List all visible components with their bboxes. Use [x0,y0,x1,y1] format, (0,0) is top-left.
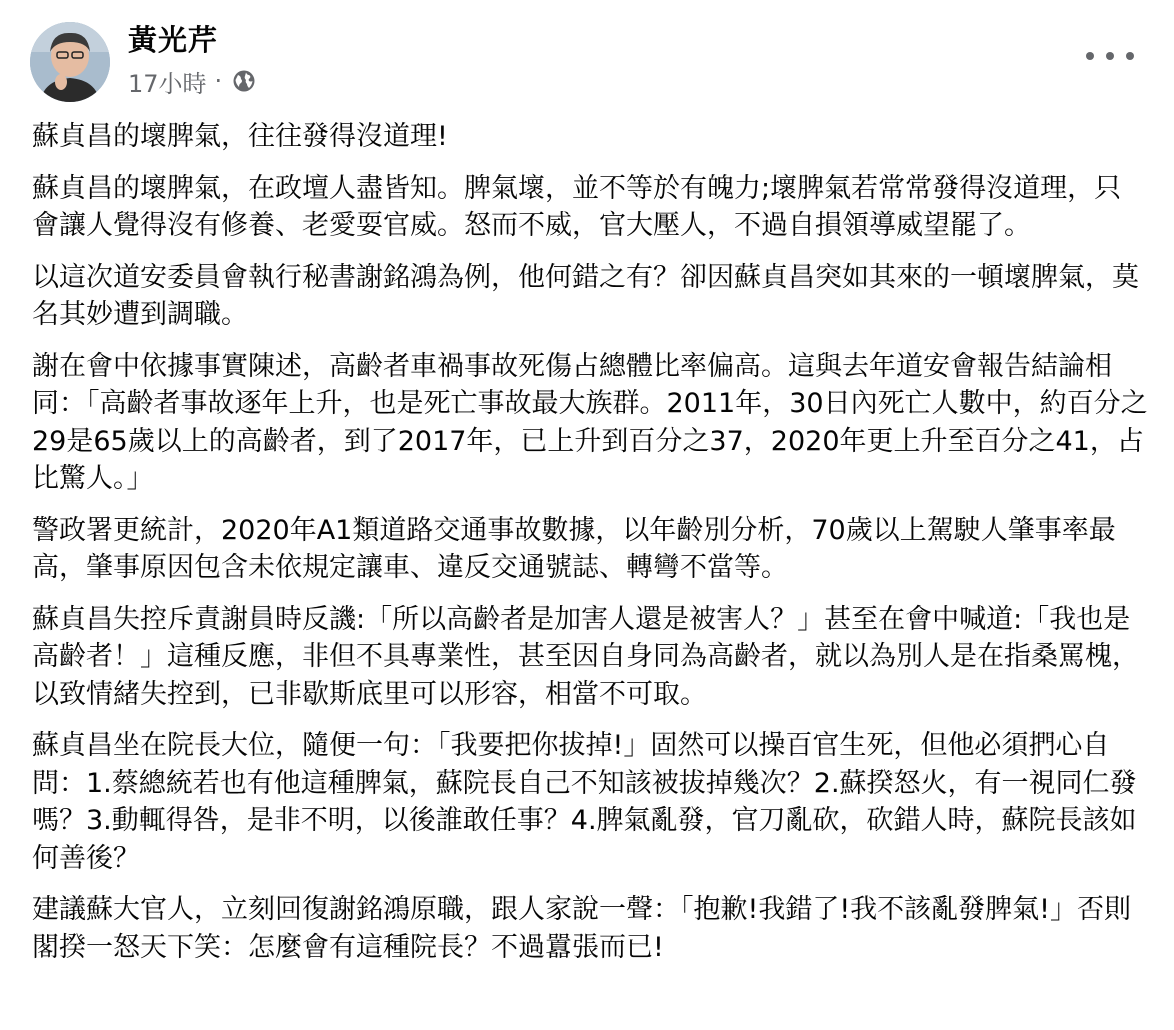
more-options-dot [1086,52,1094,60]
more-options-dot [1126,52,1134,60]
post-paragraph: 以這次道安委員會執行秘書謝銘鴻為例，他何錯之有？卻因蘇貞昌突如其來的一頓壞脾氣，莫名其妙遭到調職。 [32,261,1139,330]
avatar[interactable] [30,22,110,102]
more-options-dot [1106,52,1114,60]
post-paragraph: 蘇貞昌失控斥責謝員時反譏:「所以高齡者是加害人還是被害人？」甚至在會中喊道:「我也是高齡者！」這種反應，非但不具專業性，甚至因自身同為高齡者，就以為別人是在指桑罵槐，以致情緒失控到，已非歇斯底里可以形容，相當不可取。 [32,603,1139,710]
post-paragraph: 蘇貞昌坐在院長大位，隨便一句：「我要把你拔掉!」固然可以操百官生死，但他必須捫心自問：1.蔡總統若也有他這種脾氣，蘇院長自己不知該被拔掉幾次？2.蘇揆怒火，有一視同仁發嗎？3.動輒得咎，是非不明，以後誰敢任事？4.脾氣亂發，官刀亂砍，砍錯人時，蘇院長該如何善後？ [32,730,1137,874]
post-paragraph: 謝在會中依據事實陳述，高齡者車禍事故死傷占總體比率偏高。這與去年道安會報告結論相同：「高齡者事故逐年上升，也是死亡事故最大族群。2011年，30日內死亡人數中，約百分之29是65歲以上的高齡者，到了2017年，已上升到百分之37，2020年更上升至百分之41，占比驚人。」 [32,350,1148,494]
avatar-image [30,22,110,102]
post-paragraph: 警政署更統計，2020年A1類道路交通事故數據，以年齡別分析，70歲以上駕駛人肇事率最高，肇事原因包含未依規定讓車、違反交通號誌、轉彎不當等。 [32,514,1116,583]
meta-separator: · [214,67,223,95]
post-header [0,0,1174,116]
author-name[interactable]: 黃光芹 [128,23,219,57]
post-timestamp[interactable]: 17小時 [128,69,207,98]
post-body [32,118,1148,980]
post-paragraph: 蘇貞昌的壞脾氣，在政壇人盡皆知。脾氣壞，並不等於有魄力;壞脾氣若常常發得沒道理，只會讓人覺得沒有修養、老愛耍官威。怒而不威，官大壓人，不過自損領導威望罷了。 [32,172,1122,241]
globe-icon [232,69,256,93]
post-meta [128,66,256,96]
more-options-button[interactable] [1086,44,1134,68]
post-paragraph: 蘇貞昌的壞脾氣，往往發得沒道理! [32,121,448,152]
post-paragraph: 建議蘇大官人，立刻回復謝銘鴻原職，跟人家說一聲：「抱歉!我錯了!我不該亂發脾氣!」否則閣揆一怒天下笑：怎麼會有這種院長？不過囂張而已! [32,894,1131,963]
